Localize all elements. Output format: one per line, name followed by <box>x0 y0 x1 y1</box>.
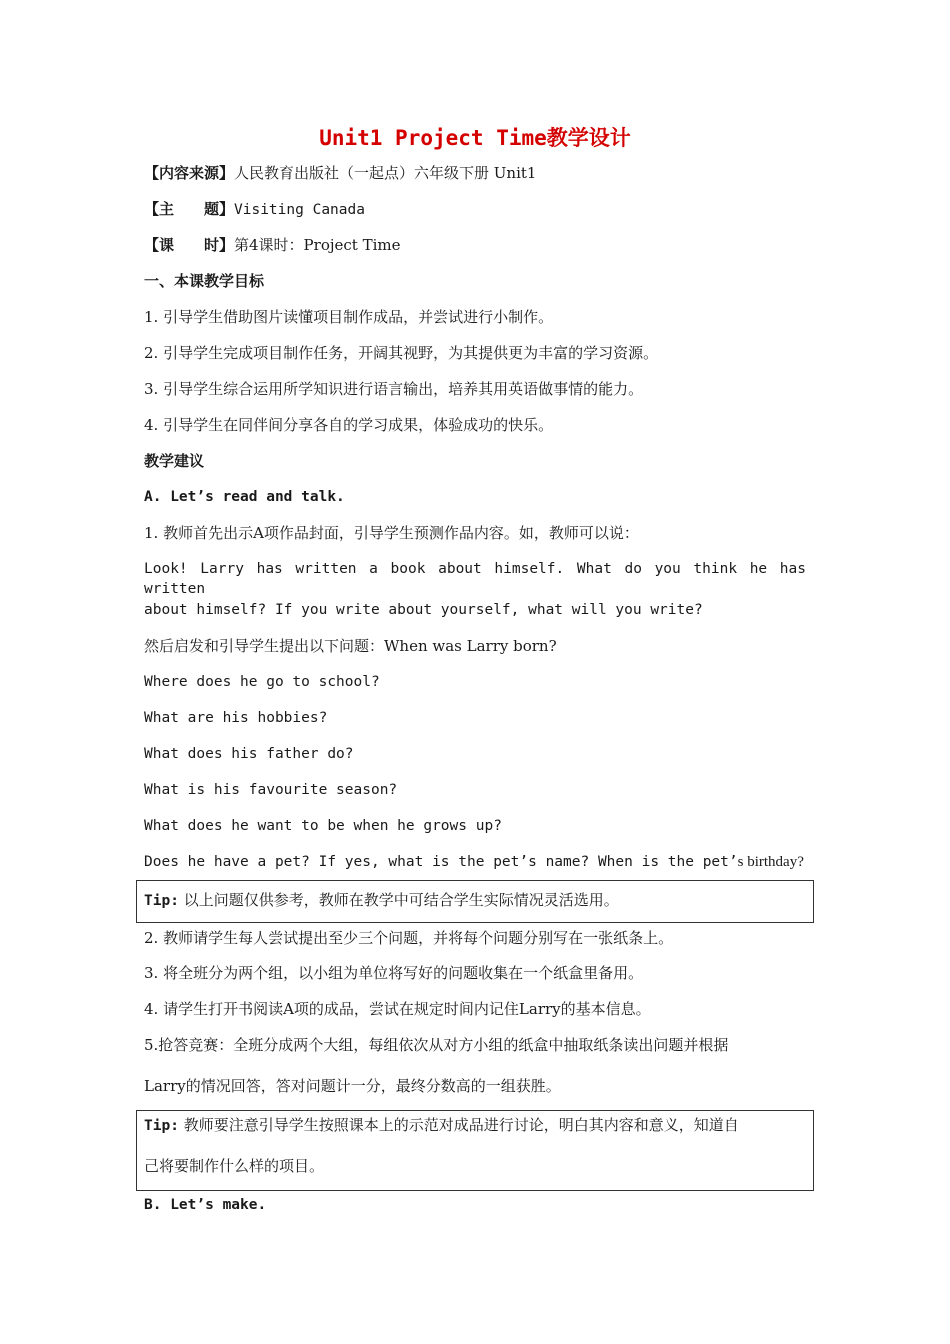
source-row <box>144 163 536 183</box>
tip-body: 以上问题仅供参考，教师在教学中可结合学生实际情况灵活选用。 <box>178 891 619 909</box>
suggestions-heading: 教学建议 <box>144 452 205 470</box>
objective-item: 3. 引导学生综合运用所学知识进行语言输出，培养其用英语做事情的能力。 <box>144 380 644 398</box>
question-item: What does he want to be when he grows up? <box>144 818 502 834</box>
pet-question-main: Does he have a pet? If yes, what is the pet’s name? When is the pet’ <box>144 854 738 870</box>
step-a3: 3. 将全班分为两个组，以小组为单位将写好的问题收集在一个纸盒里备用。 <box>144 964 644 982</box>
objectives-heading: 一、本课教学目标 <box>144 272 265 290</box>
question-item: Where does he go to school? <box>144 674 380 690</box>
period-value: 第4课时：Project Time <box>234 236 401 254</box>
objective-item: 1. 引导学生借助图片读懂项目制作成品，并尝试进行小制作。 <box>144 308 554 326</box>
prompt-line: 然后启发和引导学生提出以下问题：When was Larry born? <box>144 637 557 655</box>
step-a2: 2. 教师请学生每人尝试提出至少三个问题，并将每个问题分别写在一张纸条上。 <box>144 929 674 947</box>
example-line-1: Look! Larry has written a book about himself. What do you think he has written <box>144 561 806 597</box>
question-item: What are his hobbies? <box>144 710 328 726</box>
tip-text <box>144 1115 739 1136</box>
period-row <box>144 235 400 255</box>
topic-value: Visiting Canada <box>234 202 365 218</box>
tip-box <box>136 1110 814 1191</box>
objective-item: 4. 引导学生在同伴间分享各自的学习成果，体验成功的快乐。 <box>144 416 554 434</box>
page-title: Unit1 Project Time教学设计 <box>319 126 631 150</box>
source-value: 人民教育出版社（一起点）六年级下册 Unit1 <box>234 164 537 182</box>
topic-row <box>144 199 365 220</box>
step-a5-line-1: 5.抢答竞赛：全班分成两个大组，每组依次从对方小组的纸盒中抽取纸条读出问题并根据 <box>144 1036 729 1054</box>
pet-question-tail: s birthday? <box>737 854 804 870</box>
tip-label: Tip: <box>144 1118 179 1134</box>
question-item: What does his father do? <box>144 746 354 762</box>
step-a5-line-2: Larry的情况回答，答对问题计一分，最终分数高的一组获胜。 <box>144 1077 561 1095</box>
period-label: 【课 时】 <box>144 236 235 254</box>
question-item: What is his favourite season? <box>144 782 398 798</box>
objective-item: 2. 引导学生完成项目制作任务，开阔其视野，为其提供更为丰富的学习资源。 <box>144 344 659 362</box>
topic-label: 【主 题】 <box>144 200 235 218</box>
source-label: 【内容来源】 <box>144 164 235 182</box>
section-a-heading: A. Let’s read and talk. <box>144 489 345 505</box>
tip-box <box>136 880 814 923</box>
step-a1: 1. 教师首先出示A项作品封面，引导学生预测作品内容。如，教师可以说： <box>144 524 639 542</box>
section-b-heading: B. Let’s make. <box>144 1197 267 1213</box>
pet-question <box>144 851 804 872</box>
tip-text <box>144 890 619 911</box>
tip-body: 教师要注意引导学生按照课本上的示范对成品进行讨论，明白其内容和意义，知道自 <box>178 1116 739 1134</box>
step-a4: 4. 请学生打开书阅读A项的成品，尝试在规定时间内记住Larry的基本信息。 <box>144 1000 651 1018</box>
example-line-2: about himself? If you write about yourself, what will you write? <box>144 602 703 618</box>
tip-text-line-2: 己将要制作什么样的项目。 <box>144 1157 325 1175</box>
tip-label: Tip: <box>144 893 179 909</box>
